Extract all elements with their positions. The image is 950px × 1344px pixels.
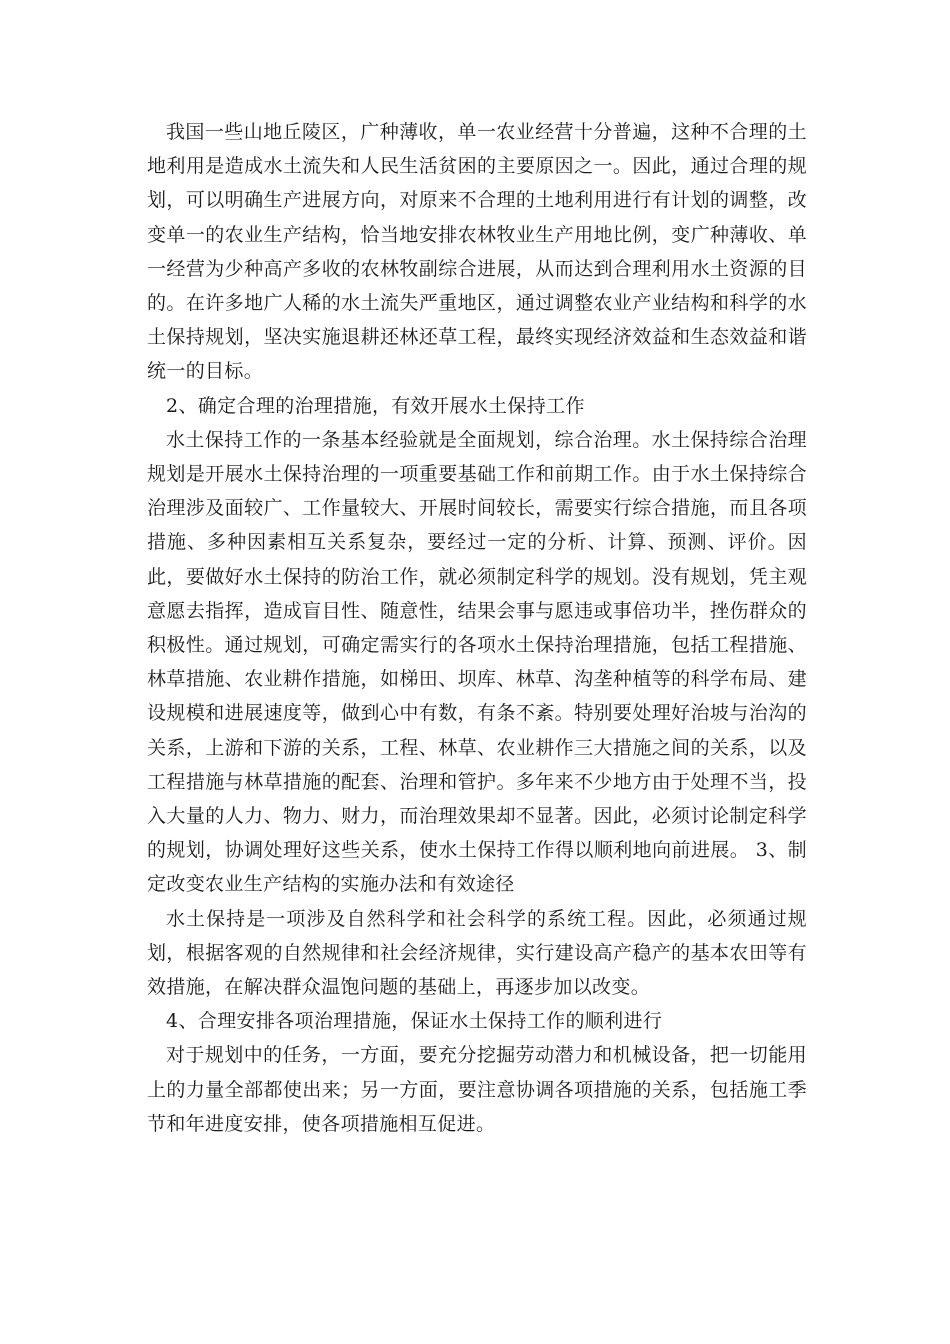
paragraph-land-use: 我国一些山地丘陵区，广种薄收，单一农业经营十分普遍，这种不合理的土地利用是造成水土流失和人民生活贫困的主要原因之一。因此，通过合理的规划，可以明确生产进展方向，对原来不合理的土地利用进行有计划的调整，改变单一的农业生产结构，恰当地安排农林牧业生产用地比例，变广种薄收、单一经营为少种高产多收的农林牧副综合进展，从而达到合理利用水土资源的目的。在许多地广人稀的水土流失严重地区，通过调整农业产业结构和科学的水土保持规划，坚决实施退耕还林还草工程，最终实现经济效益和生态效益和谐统一的目标。	[147, 121, 807, 383]
document-body	[147, 115, 807, 1141]
paragraph-system-engineering: 水土保持是一项涉及自然科学和社会科学的系统工程。因此，必须通过规划，根据客观的自然规律和社会经济规律，实行建设高产稳产的基本农田等有效措施，在解决群众温饱问题的基础上，再逐步加以改变。	[147, 907, 807, 999]
paragraph-comprehensive-planning: 水土保持工作的一条基本经验就是全面规划，综合治理。水土保持综合治理规划是开展水土保持治理的一项重要基础工作和前期工作。由于水土保持综合治理涉及面较广、工作量较大、开展时间较长，需要实行综合措施，而且各项措施、多种因素相互关系复杂，要经过一定的分析、计算、预测、评价。因此，要做好水土保持的防治工作，就必须制定科学的规划。没有规划，凭主观意愿去指挥，造成盲目性、随意性，结果会事与愿违或事倍功半，挫伤群众的积极性。通过规划，可确定需实行的各项水土保持治理措施，包括工程措施、林草措施、农业耕作措施，如梯田、坝库、林草、沟垄种植等的科学布局、建设规模和进展速度等，做到心中有数，有条不紊。特别要处理好治坡与治沟的关系，上游和下游的关系，工程、林草、农业耕作三大措施之间的关系，以及工程措施与林草措施的配套、治理和管护。多年来不少地方由于处理不当，投入大量的人力、物力、财力，而治理效果却不显著。因此，必须讨论制定科学的规划，协调处理好这些关系，使水土保持工作得以顺利地向前进展。 3、制定改变农业生产结构的实施办法和有效途径	[147, 428, 807, 896]
section-heading-4: 4、合理安排各项治理措施，保证水土保持工作的顺利进行	[166, 1010, 663, 1033]
section-heading-2: 2、确定合理的治理措施，有效开展水土保持工作	[166, 394, 585, 417]
paragraph-task-arrangement: 对于规划中的任务，一方面，要充分挖掘劳动潜力和机械设备，把一切能用上的力量全部都使出来；另一方面，要注意协调各项措施的关系，包括施工季节和年进度安排，使各项措施相互促进。	[147, 1044, 807, 1135]
